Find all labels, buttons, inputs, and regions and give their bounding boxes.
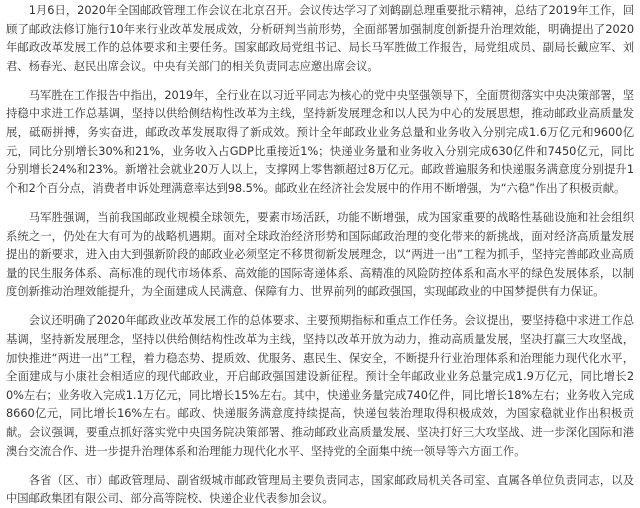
article-paragraph-4: 会议还明确了2020年邮政业改革发展工作的总体要求、主要预期指标和重点工作任务。会议提出，要坚持稳中求进工作总基调，坚持新发展理念，坚持以供给侧结构性改革为主线，坚持以改革开放为动力，推动高质量发展，坚决打赢三大攻坚战，加快推进“两进一出”工程，着力稳态势、提质效、优服务、惠民生、保安全，不断提升行业治理体系和治理能力现代化水平，全面建成与小康社会相适应的现代邮政业，开启邮政强国建设新征程。预计全年邮政业业务总量完成1.9万亿元，同比增长20%左右；业务收入完成1.1万亿元，同比增长15%左右。其中，快递业务量完成740亿件，同比增长18%左右；业务收入完成8660亿元，同比增长16%左右。邮政、快递服务满意度持续提高，快递包装治理取得积极成效，为国家稳就业作出积极贡献。会议强调，要重点抓好落实党中央国务院决策部署、推动邮政业高质量发展、坚决打好三大攻坚战、进一步深化国际和港澳台交流合作、进一步提升治理体系和治理能力现代化水平、坚持党的全面集中统一领导等六方面工作。 [6,313,634,458]
article-paragraph-3: 马军胜强调，当前我国邮政业规模全球领先，要素市场活跃，功能不断增强，成为国家重要的战略性基础设施和社会组织系统之一，仍处在大有可为的战略机遇期。面对全球政治经济形势和国际邮政治理的变化带来的新挑战，面对经济高质量发展提出的新要求，进入由大到强新阶段的邮政业必须坚定不移贯彻新发展理念，以“两进一出”工程为抓手，坚持完善邮政业高质量的民生服务体系、高标准的现代市场体系、高效能的国际寄递体系、高精准的风险防控体系和高水平的绿色发展体系，以制度创新推动治理效能提升，为全面建成人民满意、保障有力、世界前列的邮政强国，实现邮政业的中国梦提供有力保证。 [6,209,634,299]
article-paragraph-1: 1月6日，2020年全国邮政管理工作会议在北京召开。会议传达学习了刘鹤副总理重要批示精神，总结了2019年工作，回顾了邮政法修订施行10年来行业改革发展成效，分析研判当前形势，全面部署加强制度创新提升治理效能，明确提出了2020年邮政改革发展工作的总体要求和主要任务。国家邮政局党组书记、局长马军胜做工作报告，局党组成员、副局长戴应军、刘君、杨春光、赵民出席会议。中央有关部门的相关负责同志应邀出席会议。 [6,3,634,73]
article-paragraph-2: 马军胜在工作报告中指出，2019年，全行业在以习近平同志为核心的党中央坚强领导下，全面贯彻落实中央决策部署，坚持稳中求进工作总基调，坚持以供给侧结构性改革为主线，坚持新发展理念和以人民为中心的发展思想，推动邮政业高质量发展，砥砺拼搏，务实奋进，邮政改革发展取得了新成效。预计全年邮政业业务总量和业务收入分别完成1.6万亿元和9600亿元，同比分别增长30%和21%，业务收入占GDP比重接近1%；快递业务量和业务收入分别完成630亿件和7450亿元，同比分别增长24%和23%。新增社会就业20万人以上，支撑网上零售额超过8万亿元。邮政普遍服务和快递服务满意度分别提升1个和2个百分点，消费者申诉处理满意率达到98.5%。邮政业在经济社会发展中的作用不断增强，为“六稳”作出了积极贡献。 [6,87,634,195]
article-paragraph-5: 各省（区、市）邮政管理局、副省级城市邮政管理局主要负责同志，国家邮政局机关各司室、直属各单位负责同志，以及中国邮政集团有限公司、部分高等院校、快递企业代表参加会议。 [6,472,634,506]
